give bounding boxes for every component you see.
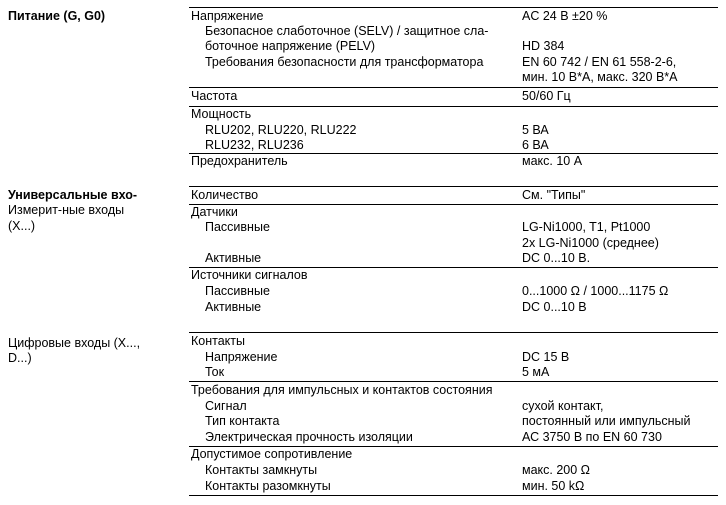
sensors-label: Датчики bbox=[191, 205, 238, 219]
transformer-value-2: мин. 10 В*А, макс. 320 В*А bbox=[522, 70, 678, 84]
voltage-value: AC 24 В ±20 % bbox=[522, 9, 608, 23]
signal-value: сухой контакт, bbox=[522, 399, 604, 413]
contacts-label: Контакты bbox=[191, 334, 245, 348]
closed-contacts-label: Контакты замкнуты bbox=[205, 463, 318, 477]
closed-contacts-value: макс. 200 Ω bbox=[522, 463, 591, 477]
row-divider bbox=[189, 495, 718, 496]
models-2-value: 6 ВА bbox=[522, 138, 549, 152]
transformer-label: Требования безопасности для трансформатора bbox=[205, 55, 484, 69]
selv-label-2: боточное напряжение (PELV) bbox=[205, 39, 376, 53]
row-divider bbox=[189, 106, 718, 107]
digital-section-title: Цифровые входы (X..., bbox=[8, 336, 141, 350]
universal-section-subtitle: Измерит-ные входы bbox=[8, 203, 125, 217]
selv-value: HD 384 bbox=[522, 39, 565, 53]
row-divider bbox=[189, 87, 718, 88]
power-label: Мощность bbox=[191, 107, 252, 121]
power-section-title: Питание (G, G0) bbox=[8, 9, 106, 23]
signal-active-label: Активные bbox=[205, 300, 262, 314]
voltage-label: Напряжение bbox=[191, 9, 264, 23]
frequency-value: 50/60 Гц bbox=[522, 89, 571, 103]
models-1-value: 5 ВА bbox=[522, 123, 549, 137]
contact-current-value: 5 мА bbox=[522, 365, 550, 379]
resistance-label: Допустимое сопротивление bbox=[191, 447, 353, 461]
contact-current-label: Ток bbox=[205, 365, 225, 379]
row-divider bbox=[189, 7, 718, 8]
models-1-label: RLU202, RLU220, RLU222 bbox=[205, 123, 357, 137]
contact-voltage-label: Напряжение bbox=[205, 350, 278, 364]
fuse-value: макс. 10 А bbox=[522, 154, 583, 168]
contact-type-label: Тип контакта bbox=[205, 414, 280, 428]
signal-active-value: DC 0...10 В bbox=[522, 300, 587, 314]
active-value: DC 0...10 В. bbox=[522, 251, 591, 265]
active-label: Активные bbox=[205, 251, 262, 265]
count-label: Количество bbox=[191, 188, 259, 202]
passive-label: Пассивные bbox=[205, 220, 270, 234]
models-2-label: RLU232, RLU236 bbox=[205, 138, 304, 152]
row-divider bbox=[189, 381, 718, 382]
transformer-value: EN 60 742 / EN 61 558-2-6, bbox=[522, 55, 677, 69]
insulation-label: Электрическая прочность изоляции bbox=[205, 430, 413, 444]
requirements-label: Требования для импульсных и контактов состояния bbox=[191, 383, 493, 397]
count-value: См. "Типы" bbox=[522, 188, 586, 202]
insulation-value: АС 3750 В по EN 60 730 bbox=[522, 430, 662, 444]
digital-section-title-2: D...) bbox=[8, 351, 32, 365]
contact-voltage-value: DC 15 В bbox=[522, 350, 570, 364]
signal-passive-value: 0...1000 Ω / 1000...1175 Ω bbox=[522, 284, 669, 298]
contact-type-value: постоянный или импульсный bbox=[522, 414, 691, 428]
row-divider bbox=[189, 204, 718, 205]
open-contacts-value: мин. 50 kΩ bbox=[522, 479, 585, 493]
row-divider bbox=[189, 332, 718, 333]
signal-sources-label: Источники сигналов bbox=[191, 268, 308, 282]
row-divider bbox=[189, 186, 718, 187]
signal-passive-label: Пассивные bbox=[205, 284, 270, 298]
frequency-label: Частота bbox=[191, 89, 238, 103]
signal-label: Сигнал bbox=[205, 399, 247, 413]
selv-label: Безопасное слаботочное (SELV) / защитное сла- bbox=[205, 24, 489, 38]
universal-section-subtitle-2: (X...) bbox=[8, 219, 36, 233]
fuse-label: Предохранитель bbox=[191, 154, 288, 168]
passive-value: LG-Ni1000, T1, Pt1000 bbox=[522, 220, 651, 234]
passive-value-2: 2x LG-Ni1000 (среднее) bbox=[522, 236, 659, 250]
universal-section-title: Универсальные вхо- bbox=[8, 188, 138, 202]
open-contacts-label: Контакты разомкнуты bbox=[205, 479, 331, 493]
